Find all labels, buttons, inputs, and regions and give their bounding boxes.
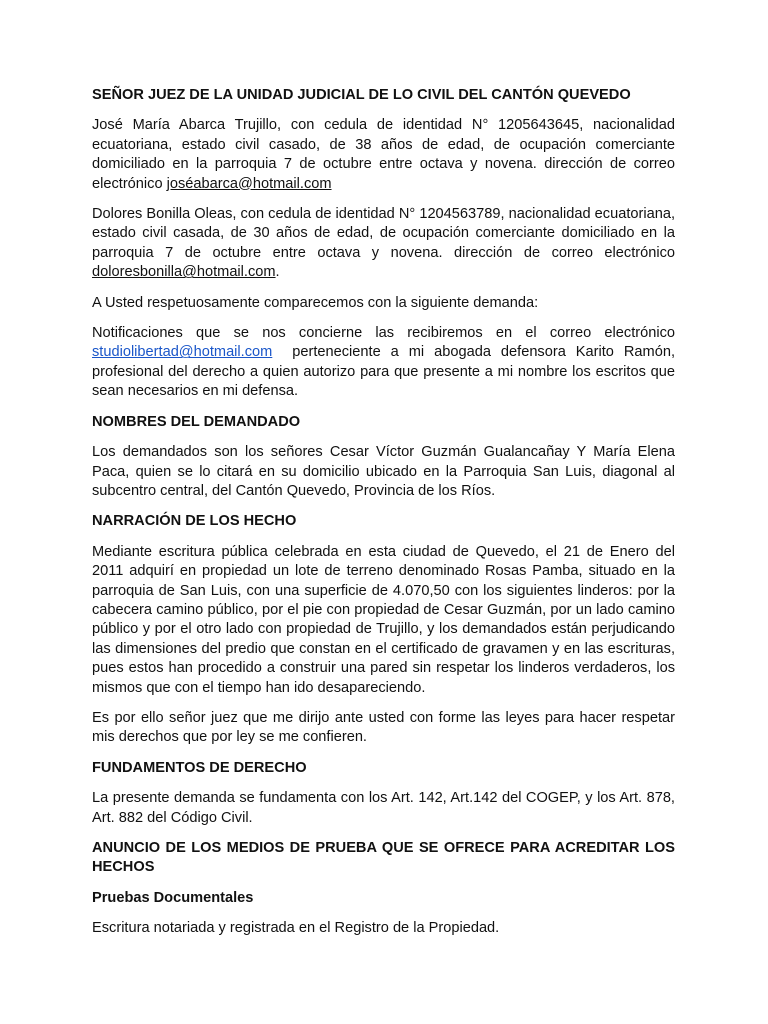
paragraph-demandados: Los demandados son los señores Cesar Víctor Guzmán Gualancañay Y María Elena Paca, quien se lo citará en su domicilio ubicado en la Parroquia San Luis, diagonal al subcentro central, del Cantón Quevedo, Provincia de los Ríos. xyxy=(92,444,675,499)
paragraph-fundamentos: La presente demanda se fundamenta con los Art. 142, Art.142 del COGEP, y los Art. 878, Art. 882 del Código Civil. xyxy=(92,790,675,826)
document-title: SEÑOR JUEZ DE LA UNIDAD JUDICIAL DE LO CIVIL DEL CANTÓN QUEVEDO xyxy=(92,87,631,103)
paragraph-plaintiff-2 xyxy=(92,205,675,283)
paragraph-end: . xyxy=(275,264,280,281)
section-heading-anuncio: ANUNCIO DE LOS MEDIOS DE PRUEBA QUE SE OFRECE PARA ACREDITAR LOS HECHOS xyxy=(92,840,675,876)
section-heading-fundamentos: FUNDAMENTOS DE DERECHO xyxy=(92,759,307,776)
email-link-dolores[interactable]: doloresbonilla@hotmail.com xyxy=(92,264,276,281)
section-heading-narracion: NARRACIÓN DE LOS HECHO xyxy=(92,513,297,530)
paragraph-text: Dolores Bonilla Oleas, con cedula de identidad N° 1204563789, nacionalidad ecuatoriana, estado civil casada, de 30 años de edad, de ocupación comerciante domiciliado en la parroquia 7 de octubre entre octava y novena. dirección de correo electrónico xyxy=(92,206,675,261)
paragraph-notifications xyxy=(92,324,680,402)
document-page xyxy=(92,86,680,950)
paragraph-intro: A Usted respetuosamente comparecemos con la siguiente demanda: xyxy=(92,294,539,311)
subheading-pruebas: Pruebas Documentales xyxy=(92,889,254,906)
paragraph-text: perteneciente a mi abogada defensora Karito Ramón, profesional del derecho a quien autorizo para que presente a mi nombre los escritos que sean necesarios en mi defensa. xyxy=(92,344,680,400)
paragraph-text: José María Abarca Trujillo, con cedula de identidad N° 1205643645, nacionalidad ecuatoriana, estado civil casado, de 38 años de edad, de ocupación comerciante domiciliado en la parroquia 7 de octubre entre octava y novena. dirección de correo electrónico xyxy=(92,117,675,192)
paragraph-text: Notificaciones que se nos concierne las recibiremos en el correo electrónico xyxy=(92,325,675,342)
email-link-studio[interactable]: studiolibertad@hotmail.com xyxy=(92,344,273,361)
paragraph-peticion: Es por ello señor juez que me dirijo ante usted con forme las leyes para hacer respetar mis derechos que por ley se me confieren. xyxy=(92,709,675,746)
email-link-jose[interactable]: joséabarca@hotmail.com xyxy=(166,175,332,192)
paragraph-plaintiff-1 xyxy=(92,116,675,194)
section-heading-demandado: NOMBRES DEL DEMANDADO xyxy=(92,413,301,430)
paragraph-narracion: Mediante escritura pública celebrada en esta ciudad de Quevedo, el 21 de Enero del 2011 adquirí en propiedad un lote de terreno denominado Rosas Pamba, situado en la parroquia de San Luis, con una superficie de 4.070,50 con los siguientes linderos: por la cabecera camino público, por el pie con propiedad de Cesar Guzmán, por un lado camino público y por el otro lado con propiedad de Trujillo, y los demandados están perjudicando las dimensiones del predio que constan en el certificado de gravamen y en las escrituras, pues estos han procedido a construir una pared sin respetar los linderos verdaderos, los mismos que con el tiempo han ido desapareciendo. xyxy=(92,543,675,696)
paragraph-pruebas: Escritura notariada y registrada en el Registro de la Propiedad. xyxy=(92,920,500,937)
